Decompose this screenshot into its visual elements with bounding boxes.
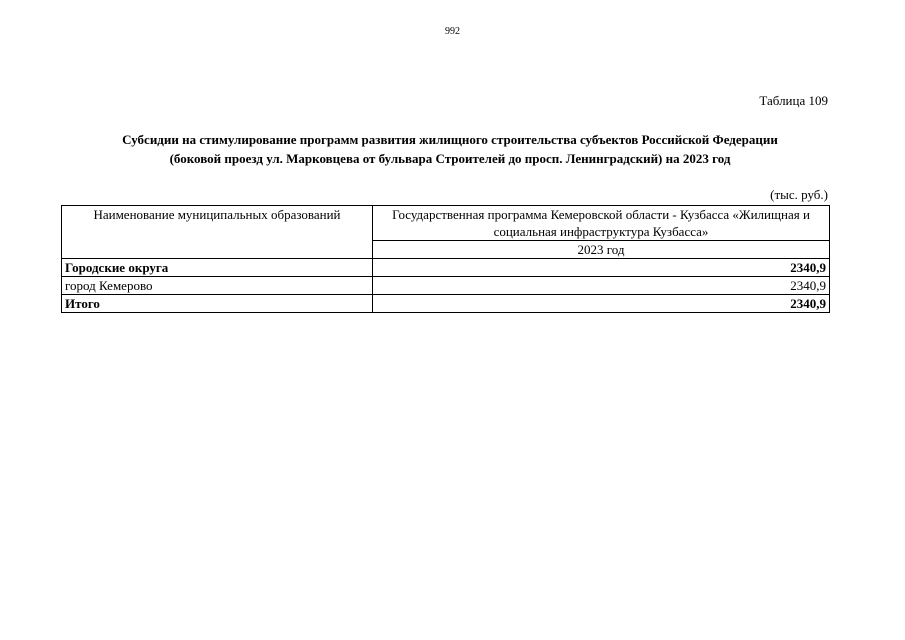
row-name: Городские округа — [62, 259, 373, 277]
units-label: (тыс. руб.) — [770, 187, 828, 202]
row-value: 2340,9 — [373, 259, 830, 277]
row-name: Итого — [62, 295, 373, 313]
header-year: 2023 год — [373, 241, 830, 259]
row-name: город Кемерово — [62, 277, 373, 295]
table-header-row — [62, 206, 830, 241]
document-title — [60, 130, 840, 168]
title-line-2: (боковой проезд ул. Марковцева от бульвара Строителей до просп. Ленинградский) на 2023 год — [169, 151, 731, 166]
table-label: Таблица 109 — [759, 93, 828, 108]
page-number: 992 — [445, 26, 460, 37]
row-value: 2340,9 — [373, 277, 830, 295]
subsidy-table — [61, 205, 830, 313]
table-row — [62, 277, 830, 295]
table-row-total — [62, 295, 830, 313]
title-line-1: Субсидии на стимулирование программ развития жилищного строительства субъектов Российской Федерации — [122, 132, 778, 147]
header-program: Государственная программа Кемеровской области - Кузбасса «Жилищная и социальная инфраструктура Кузбасса» — [373, 206, 830, 241]
table-row — [62, 259, 830, 277]
row-value: 2340,9 — [373, 295, 830, 313]
header-municipality: Наименование муниципальных образований — [62, 206, 373, 259]
